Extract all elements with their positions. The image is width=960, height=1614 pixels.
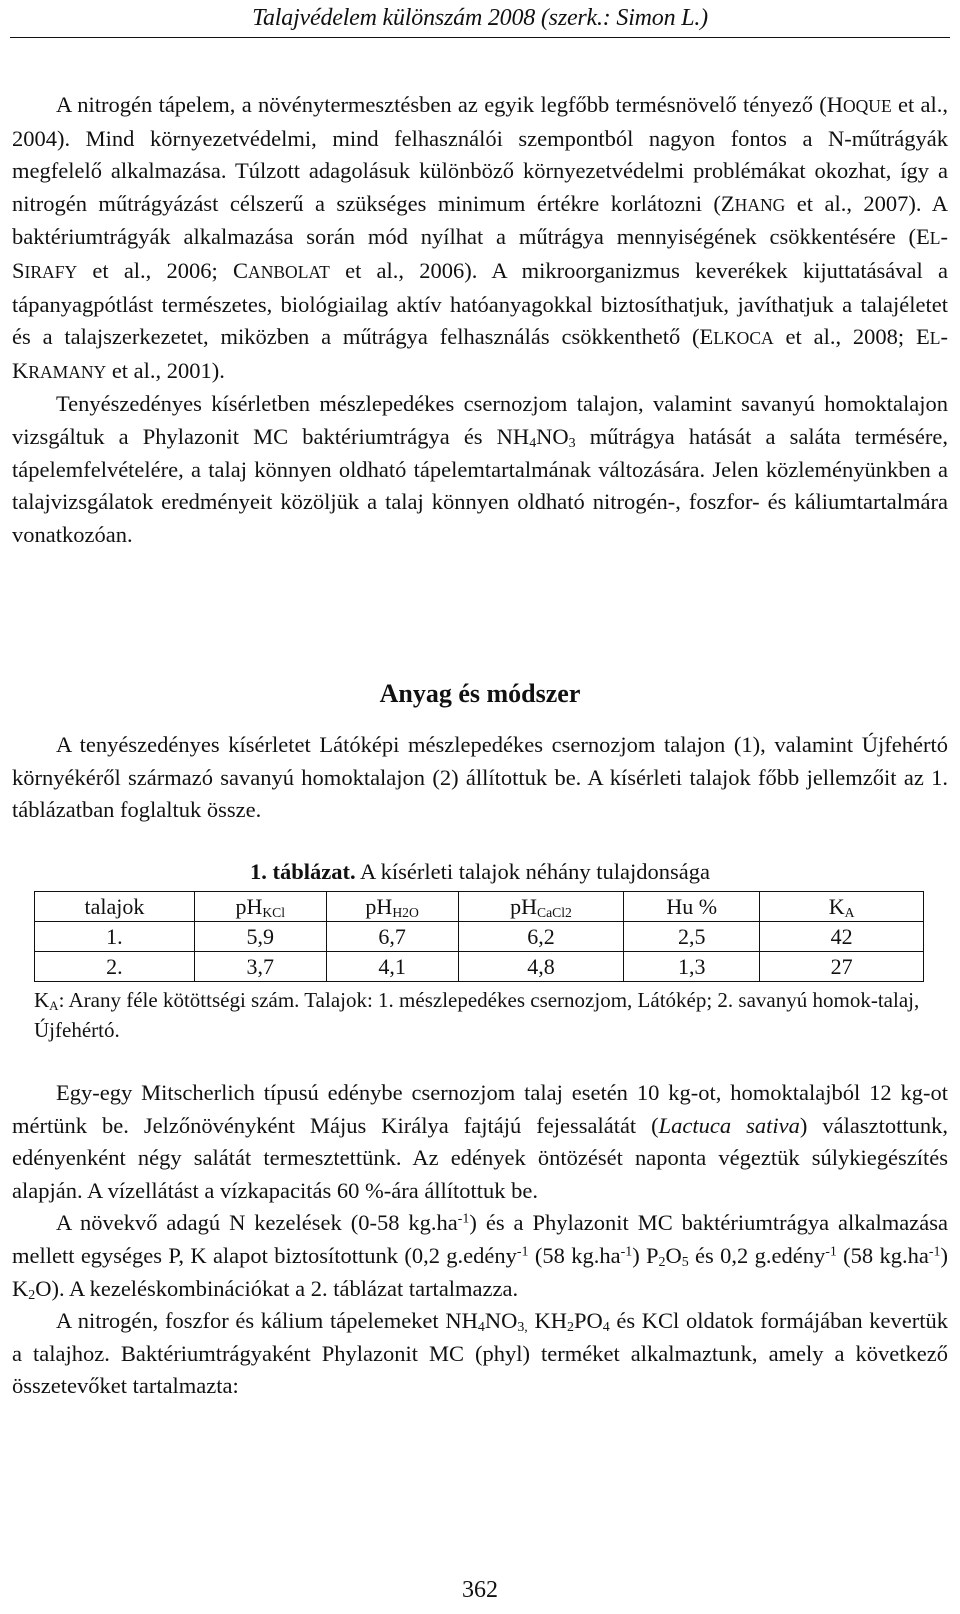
intro-section — [12, 89, 948, 551]
table-cell: 27 — [760, 952, 924, 982]
soil-properties-table — [34, 891, 924, 982]
header-cell: Hu % — [624, 892, 760, 922]
body-paragraph-4: A növekvő adagú N kezelések (0-58 $kg.ha^{-1}$) és a Phylazonit MC baktériumtrágya alkalmazása mellett egységes P, K alapot biztosítottunk (0,2 g.edény$^{-1}$ (58 $kg.ha^{-1}$) $P_2O_5$ és 0,2 g.edény$^{-1}$ (58 $kg.ha^{-1}$) $K_2O$). A kezeléskombinációkat a 2. táblázat tartalmazza. — [12, 1210, 948, 1303]
page-number: 362 — [462, 1577, 498, 1603]
table-cell: 3,7 — [194, 952, 326, 982]
table-cell: 2,5 — [624, 922, 760, 952]
methods-paragraph-1: A tenyészedényes kísérletet Látóképi mészlepedékes csernozjom talajon (1), valamint Újfehértó környékéről származó savanyú homoktalajon (2) állítottuk be. A kísérleti talajok főbb jellemzőit az 1. táblázatban foglaltuk össze. — [12, 732, 948, 823]
body-paragraph-5: A nitrogén, foszfor és kálium tápelemeket $NH_4NO_{3,}$ $KH_2PO_4$ és KCl oldatok formájában kevertük a talajhoz. Baktériumtrágyaként Phylazonit MC (phyl) terméket alkalmaztunk, amely a következő összetevőket tartalmazta: — [12, 1308, 948, 1399]
table-caption: 1. táblázat. A kísérleti talajok néhány tulajdonsága — [250, 859, 710, 884]
header-cell: $K_A$ — [760, 892, 924, 922]
table-row — [35, 922, 924, 952]
table-cell: 6,7 — [326, 922, 458, 952]
running-header: Talajvédelem különszám 2008 (szerk.: Simon L.) — [252, 5, 708, 31]
table-cell: 4,8 — [458, 952, 624, 982]
header-cell: $pH_{KCl}$ — [194, 892, 326, 922]
body-paragraph-3: Egy-egy Mitscherlich típusú edénybe csernozjom talaj esetén 10 kg-ot, homoktalajból 12 kg-ot mértünk be. Jelzőnövényként Május Királya fajtájú fejessalátát (Lactuca sativa) választottunk, edényenként négy salátát termesztettünk. Az edények öntözését naponta végeztük súlykiegészítés alapján. A vízellátást a vízkapacitás 60 %-ára állítottuk be. — [12, 1080, 948, 1203]
table-cell: 42 — [760, 922, 924, 952]
table-cell: 4,1 — [326, 952, 458, 982]
table-row — [35, 952, 924, 982]
table-header-row — [35, 892, 924, 922]
table-cell: 2. — [35, 952, 195, 982]
header-cell: talajok — [35, 892, 195, 922]
methods-section — [12, 729, 948, 827]
header-rule — [10, 37, 950, 38]
section-title-methods: Anyag és módszer — [379, 679, 581, 708]
intro-paragraph-1: A nitrogén tápelem, a növénytermesztésben az egyik legfőbb termésnövelő tényező (HOQUE et al., 2004). Mind környezetvédelmi, mind felhasználói szempontból nagyon fontos a N-műtrágyák megfelelő alkalmazása. Túlzott adagolásuk különböző környezetvédelmi problémákat okozhat, így a nitrogén műtrágyázást célszerű a szükséges minimum értékre korlátozni (ZHANG et al., 2007). A baktériumtrágyák alkalmazása során mód nyílhat a műtrágya mennyiségének csökkentésére (EL-SIRAFY et al., 2006; CANBOLAT et al., 2006). A mikroorganizmus keverékek kijuttatásával a tápanyagpótlást természetes, biológiailag aktív hatóanyagokkal biztosíthatjuk, javíthatjuk a talajéletet és a talajszerkezetet, miközben a műtrágya felhasználás csökkenthető (ELKOCA et al., 2008; EL-KRAMANY et al., 2001). — [12, 92, 949, 383]
table-cell: 1. — [35, 922, 195, 952]
header-cell: $pH_{CaCl2}$ — [458, 892, 624, 922]
table-cell: 5,9 — [194, 922, 326, 952]
table-cell: 6,2 — [458, 922, 624, 952]
table-cell: 1,3 — [624, 952, 760, 982]
header-cell: $pH_{H2O}$ — [326, 892, 458, 922]
body-section — [12, 1077, 948, 1403]
intro-paragraph-2: Tenyészedényes kísérletben mészlepedékes csernozjom talajon, valamint savanyú homoktalajon vizsgáltuk a Phylazonit MC baktériumtrágya és $NH_4NO_3$ műtrágya hatását a saláta termésére, tápelemfelvételére, a talaj könnyen oldható tápelemtartalmának változására. Jelen közleményünkben a talajvizsgálatok eredményeit közöljük a talaj könnyen oldható nitrogén-, foszfor- és káliumtartalmára vonatkozóan. — [12, 391, 948, 547]
table-note: $K_A$: Arany féle kötöttségi szám. Talajok: 1. mészlepedékes csernozjom, Látókép; 2. savanyú homok-talaj, Újfehértó. — [34, 988, 920, 1042]
